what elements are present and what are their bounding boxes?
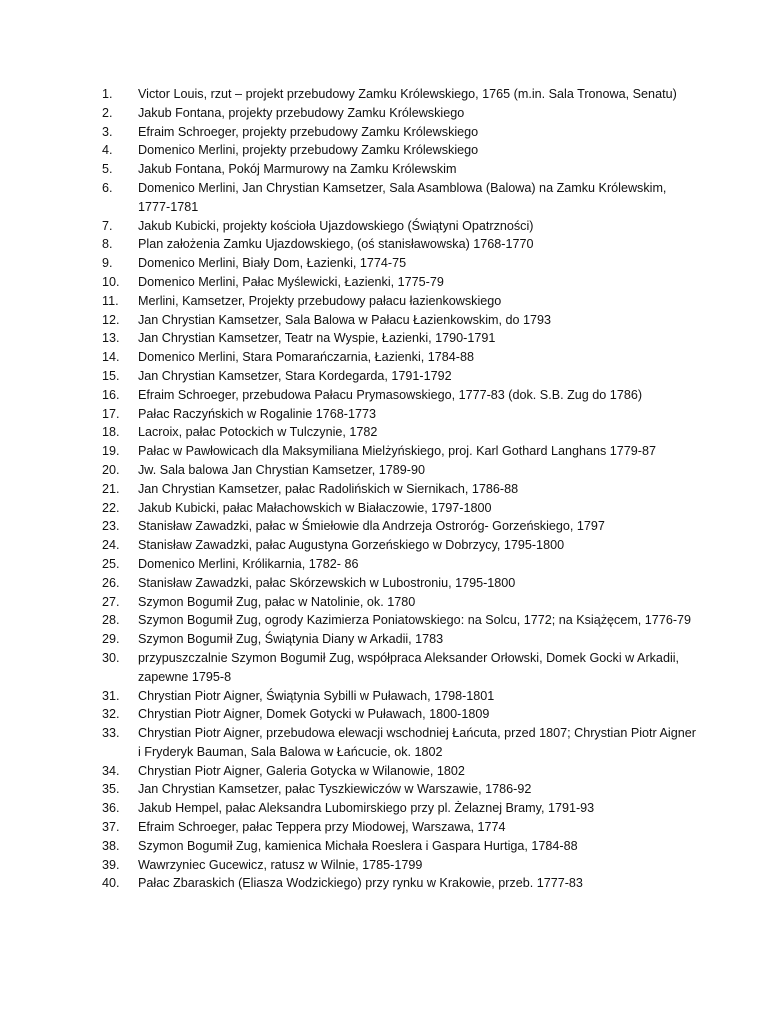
list-item-text: Chrystian Piotr Aigner, Domek Gotycki w Puławach, 1800-1809 [138,707,490,722]
list-item-text: Jakub Kubicki, pałac Małachowskich w Białaczowie, 1797-1800 [138,500,492,515]
list-item-number: 32. [102,707,120,722]
list-item-text: Chrystian Piotr Aigner, Galeria Gotycka w Wilanowie, 1802 [138,763,465,778]
list-item-text: Jakub Fontana, projekty przebudowy Zamku Królewskiego [138,105,465,120]
list-item-text: Jan Chrystian Kamsetzer, Sala Balowa w Pałacu Łazienkowskim, do 1793 [138,312,552,327]
list-item [102,273,702,292]
list-item [102,574,702,593]
list-item-text: Efraim Schroeger, pałac Teppera przy Miodowej, Warszawa, 1774 [138,820,506,835]
list-item-text: Jan Chrystian Kamsetzer, pałac Tyszkiewiczów w Warszawie, 1786-92 [138,782,532,797]
list-item-number: 29. [102,632,120,647]
list-item [102,724,702,762]
list-item-text: Domenico Merlini, projekty przebudowy Zamku Królewskiego [138,143,479,158]
list-item [102,348,702,367]
list-item-number: 7. [102,218,113,233]
list-item [102,818,702,837]
list-item [102,217,702,236]
list-item-number: 6. [102,180,113,195]
list-item-number: 37. [102,820,120,835]
list-item [102,329,702,348]
list-item-text: Jan Chrystian Kamsetzer, Stara Kordegarda, 1791-1792 [138,368,452,383]
list-item-number: 35. [102,782,120,797]
list-item-text: Stanisław Zawadzki, pałac Augustyna Gorzeńskiego w Dobrzycy, 1795-1800 [138,538,565,553]
list-item-text: Jan Chrystian Kamsetzer, Teatr na Wyspie, Łazienki, 1790-1791 [138,331,496,346]
list-item-text: Domenico Merlini, Jan Chrystian Kamsetzer, Sala Asamblowa (Balowa) na Zamku Królewskim, 1777-1781 [138,180,667,214]
list-item [102,104,702,123]
list-item-number: 25. [102,556,120,571]
list-item [102,837,702,856]
list-item [102,123,702,142]
list-item-number: 19. [102,444,120,459]
list-item-number: 18. [102,425,120,440]
list-item-number: 36. [102,801,120,816]
list-item [102,555,702,574]
list-item-text: Pałac Zbaraskich (Eliasza Wodzickiego) przy rynku w Krakowie, przeb. 1777-83 [138,876,583,891]
list-item [102,705,702,724]
list-item-text: Domenico Merlini, Pałac Myślewicki, Łazienki, 1775-79 [138,274,444,289]
list-item-text: Domenico Merlini, Stara Pomarańczarnia, Łazienki, 1784-88 [138,350,474,365]
list-item-text: Stanisław Zawadzki, pałac Skórzewskich w Lubostroniu, 1795-1800 [138,575,516,590]
list-item-text: Jakub Fontana, Pokój Marmurowy na Zamku Królewskim [138,162,457,177]
list-item [102,630,702,649]
list-item-number: 23. [102,519,120,534]
list-item-text: Efraim Schroeger, projekty przebudowy Zamku Królewskiego [138,124,479,139]
list-item-number: 5. [102,162,113,177]
list-item-text: przypuszczalnie Szymon Bogumił Zug, współpraca Aleksander Orłowski, Domek Gocki w Arkadii, zapewne 1795-8 [138,650,680,684]
list-item-number: 16. [102,387,120,402]
list-item-text: Chrystian Piotr Aigner, Świątynia Sybilli w Puławach, 1798-1801 [138,688,495,703]
list-item-text: Chrystian Piotr Aigner, przebudowa elewacji wschodniej Łańcuta, przed 1807; Chrystian Piotr Aigner i Fryderyk Bauman, Sala Balowa w Łańcucie, ok. 1802 [138,726,696,759]
list-item [102,179,702,217]
list-item-text: Szymon Bogumił Zug, ogrody Kazimierza Poniatowskiego: na Solcu, 1772; na Książęcem, 1776-79 [138,613,692,628]
list-item-number: 9. [102,256,113,271]
list-item-number: 22. [102,500,120,515]
list-item [102,611,702,630]
list-item-number: 4. [102,143,113,158]
list-item [102,480,702,499]
list-item [102,254,702,273]
list-item-number: 24. [102,538,120,553]
list-item [102,499,702,518]
list-item [102,799,702,818]
list-item [102,780,702,799]
list-item-text: Pałac w Pawłowicach dla Maksymiliana Mielżyńskiego, proj. Karl Gothard Langhans 1779-87 [138,444,657,459]
list-item-number: 28. [102,613,120,628]
list-item-number: 20. [102,462,120,477]
list-item [102,593,702,612]
list-item [102,367,702,386]
list-item-text: Szymon Bogumił Zug, pałac w Natolinie, ok. 1780 [138,594,416,609]
list-item [102,311,702,330]
list-item-number: 27. [102,594,120,609]
list-item-number: 14. [102,350,120,365]
list-item-number: 13. [102,331,120,346]
list-item [102,649,702,687]
list-item [102,762,702,781]
list-item-number: 34. [102,763,120,778]
list-item-number: 38. [102,838,120,853]
list-item-text: Efraim Schroeger, przebudowa Pałacu Prymasowskiego, 1777-83 (dok. S.B. Zug do 1786) [138,387,643,402]
list-item-number: 10. [102,274,120,289]
list-item-text: Wawrzyniec Gucewicz, ratusz w Wilnie, 1785-1799 [138,857,423,872]
list-item-number: 8. [102,237,113,252]
list-item [102,461,702,480]
list-item-text: Domenico Merlini, Biały Dom, Łazienki, 1774-75 [138,256,407,271]
list-item-text: Lacroix, pałac Potockich w Tulczynie, 1782 [138,425,378,440]
list-item-number: 30. [102,650,120,665]
list-item-number: 17. [102,406,120,421]
list-item-number: 40. [102,876,120,891]
list-item [102,85,702,104]
list-item-text: Victor Louis, rzut – projekt przebudowy Zamku Królewskiego, 1765 (m.in. Sala Tronowa, Senatu) [138,87,677,101]
list-item-number: 1. [102,87,113,101]
list-item-text: Szymon Bogumił Zug, kamienica Michała Roeslera i Gaspara Hurtiga, 1784-88 [138,838,578,853]
list-item [102,442,702,461]
list-item [102,856,702,875]
list-item-text: Jan Chrystian Kamsetzer, pałac Radolińskich w Siernikach, 1786-88 [138,481,519,496]
list-item [102,160,702,179]
list-item-number: 33. [102,726,120,741]
list-item-number: 15. [102,368,120,383]
list-item [102,292,702,311]
list-item-text: Stanisław Zawadzki, pałac w Śmiełowie dla Andrzeja Ostroróg- Gorzeńskiego, 1797 [138,519,605,534]
list-item-number: 39. [102,857,120,872]
list-item [102,386,702,405]
list-item-text: Jakub Kubicki, projekty kościoła Ujazdowskiego (Świątyni Opatrzności) [138,218,534,233]
list-item [102,536,702,555]
list-item-text: Merlini, Kamsetzer, Projekty przebudowy pałacu łazienkowskiego [138,293,502,308]
list-item [102,405,702,424]
list-item [102,687,702,706]
list-item-number: 31. [102,688,120,703]
list-item-text: Jakub Hempel, pałac Aleksandra Lubomirskiego przy pl. Żelaznej Bramy, 1791-93 [138,801,595,816]
list-item-number: 26. [102,575,120,590]
list-item-number: 12. [102,312,120,327]
list-item-text: Pałac Raczyńskich w Rogalinie 1768-1773 [138,406,377,421]
numbered-list [102,85,702,893]
list-item-number: 21. [102,481,120,496]
list-item-number: 2. [102,105,113,120]
list-item-text: Domenico Merlini, Królikarnia, 1782- 86 [138,556,359,571]
list-item [102,517,702,536]
list-item [102,423,702,442]
list-item [102,235,702,254]
list-item-number: 11. [102,293,119,308]
list-item [102,141,702,160]
list-item-number: 3. [102,124,113,139]
list-item-text: Plan założenia Zamku Ujazdowskiego, (oś stanisławowska) 1768-1770 [138,237,534,252]
list-item [102,874,702,893]
list-item-text: Jw. Sala balowa Jan Chrystian Kamsetzer, 1789-90 [138,462,426,477]
list-item-text: Szymon Bogumił Zug, Świątynia Diany w Arkadii, 1783 [138,632,444,647]
